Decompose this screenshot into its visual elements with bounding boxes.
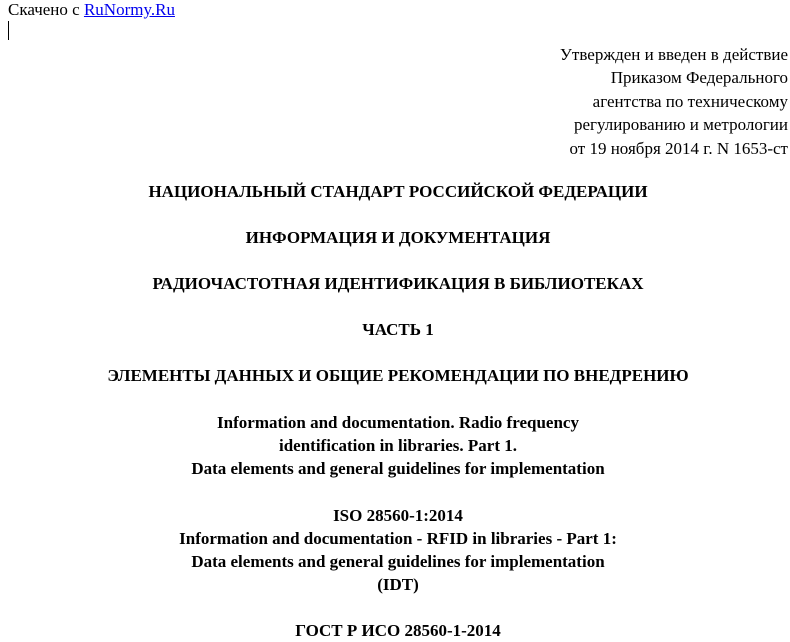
gost-number: ГОСТ Р ИСО 28560-1-2014 [295, 621, 501, 640]
part-title: ЧАСТЬ 1 [362, 320, 434, 339]
national-standard-title: НАЦИОНАЛЬНЫЙ СТАНДАРТ РОССИЙСКОЙ ФЕДЕРАЦИИ [148, 182, 648, 201]
elements-title: ЭЛЕМЕНТЫ ДАННЫХ И ОБЩИЕ РЕКОМЕНДАЦИИ ПО ВНЕДРЕНИЮ [107, 366, 689, 385]
info-doc-title: ИНФОРМАЦИЯ И ДОКУМЕНТАЦИЯ [245, 228, 551, 247]
source-prefix: Скачено с [8, 0, 80, 19]
rfid-title: РАДИОЧАСТОТНАЯ ИДЕНТИФИКАЦИЯ В БИБЛИОТЕКАХ [152, 274, 644, 293]
english-title-line: identification in libraries. Part 1. [279, 436, 517, 455]
approval-line: агентства по техническому [592, 91, 788, 111]
iso-title-line: Data elements and general guidelines for implementation [191, 552, 605, 571]
approval-line: от 19 ноября 2014 г. N 1653-ст [569, 138, 788, 158]
approval-line: Приказом Федерального [610, 68, 788, 88]
iso-title-line: Information and documentation - RFID in libraries - Part 1: [179, 529, 617, 548]
source-link[interactable]: RuNormy.Ru [83, 0, 175, 19]
approval-block [388, 43, 788, 160]
source-line [8, 0, 175, 20]
english-title-line: Data elements and general guidelines for implementation [191, 459, 605, 478]
english-title-line: Information and documentation. Radio frequency [217, 413, 579, 432]
approval-line: Утвержден и введен в действие [559, 45, 788, 64]
text-cursor [8, 21, 9, 40]
iso-idt: (IDT) [377, 575, 419, 594]
iso-number: ISO 28560-1:2014 [333, 506, 463, 525]
approval-line: регулированию и метрологии [573, 115, 788, 135]
